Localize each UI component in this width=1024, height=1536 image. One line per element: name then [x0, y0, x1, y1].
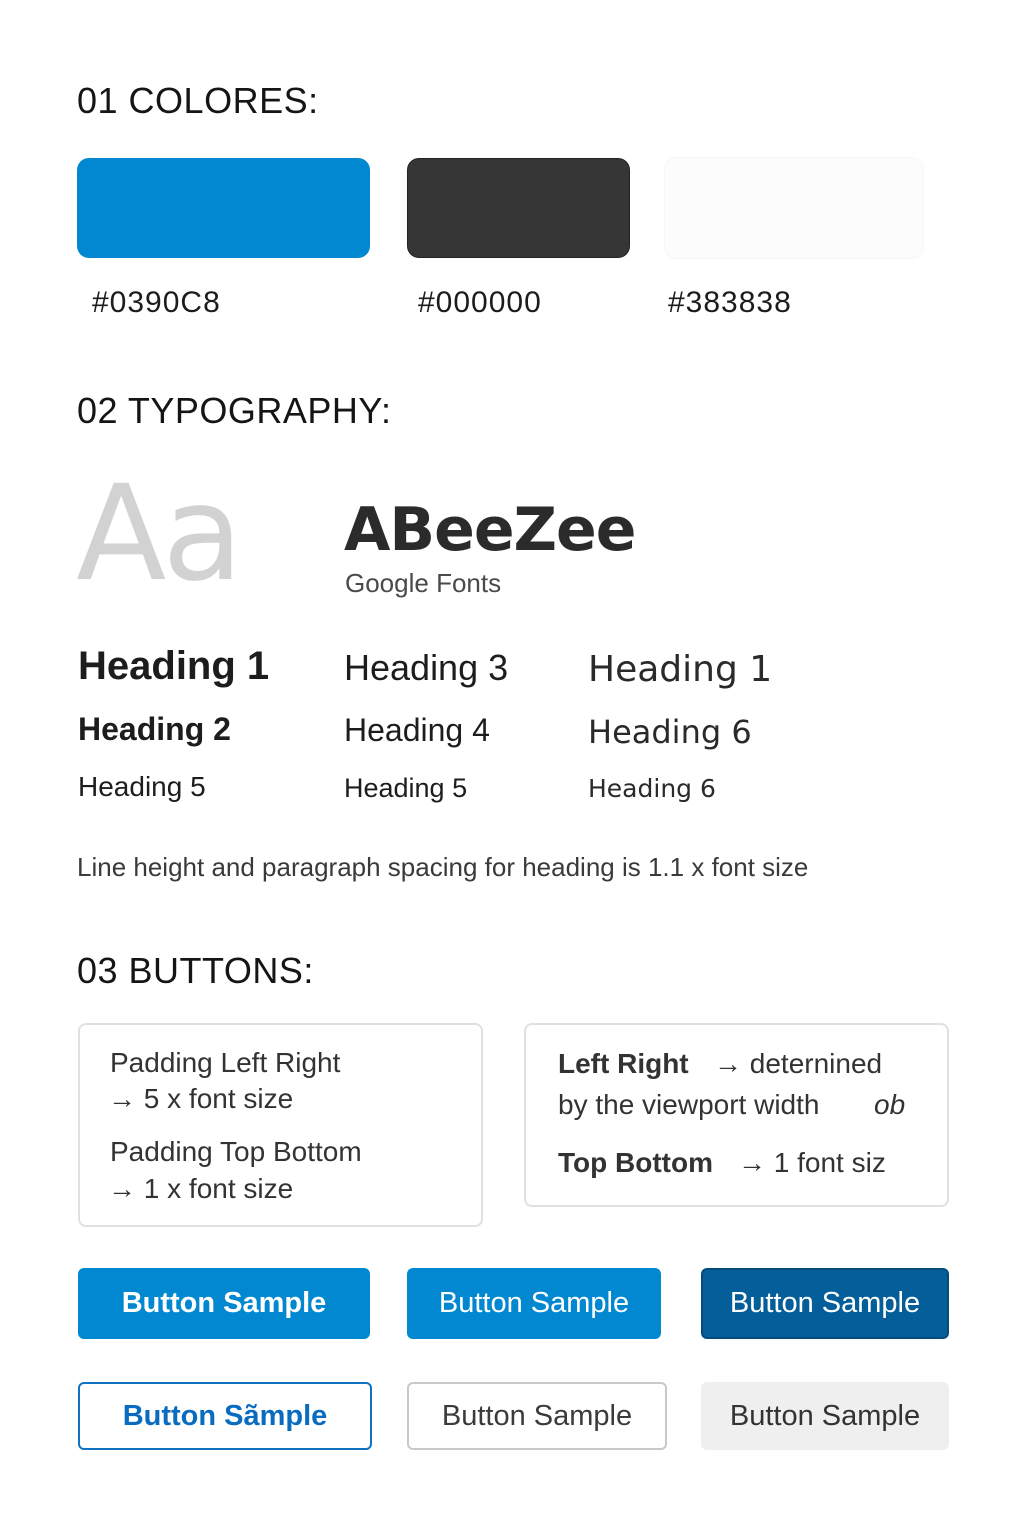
heading-sample-col2-row2: Heading 4 — [344, 712, 490, 748]
button-sample-primary-dark[interactable]: Button Sample — [701, 1268, 949, 1339]
typography-section-title: 02 TYPOGRAPHY: — [77, 390, 392, 431]
card-left-line-4: → 1 x font size — [108, 1173, 294, 1204]
card-right-line-3-value: → 1 font siz — [738, 1147, 886, 1178]
font-sample-glyph: Aa — [76, 457, 240, 611]
padding-spec-card-right — [524, 1023, 949, 1207]
heading-sample-col1-row3: Heading 5 — [78, 771, 206, 802]
button-sample-light[interactable]: Button Sample — [701, 1382, 949, 1450]
button-sample-outline[interactable]: Button Sãmple — [78, 1382, 372, 1450]
padding-spec-card-left — [78, 1023, 483, 1227]
card-left-line-1: Padding Left Right — [110, 1047, 341, 1078]
color-swatch-blue — [77, 158, 370, 258]
card-right-line-2-tail: ob — [874, 1089, 906, 1120]
card-right-line-1-value: → deternined — [714, 1048, 883, 1079]
colors-section-title: 01 COLORES: — [77, 80, 319, 121]
heading-sample-col3-row2: Heading 6 — [588, 713, 752, 751]
color-swatch-dark — [407, 158, 630, 258]
color-hex-dark: #000000 — [418, 286, 542, 319]
button-sample-primary[interactable]: Button Sample — [78, 1268, 370, 1339]
heading-sample-col3-row3: Heading 6 — [588, 774, 716, 803]
heading-sample-col2-row1: Heading 3 — [344, 647, 509, 688]
heading-sample-col1-row1: Heading 1 — [78, 644, 270, 688]
buttons-section-title: 03 BUTTONS: — [77, 950, 314, 991]
font-name: ABeeZee — [344, 495, 636, 565]
button-sample-ghost[interactable]: Button Sample — [407, 1382, 667, 1450]
heading-sample-col3-row1: Heading 1 — [588, 649, 773, 690]
color-hex-blue: #0390C8 — [92, 286, 221, 319]
card-left-line-3: Padding Top Bottom — [110, 1136, 362, 1167]
card-right-line-2: by the viewport width — [558, 1089, 820, 1120]
typography-note: Line height and paragraph spacing for heading is 1.1 x font size — [77, 852, 809, 882]
heading-sample-col1-row2: Heading 2 — [78, 711, 231, 747]
heading-sample-col2-row3: Heading 5 — [344, 773, 468, 803]
card-right-line-1-label: Left Right — [558, 1048, 689, 1079]
font-source: Google Fonts — [345, 568, 502, 598]
color-swatch-white — [665, 158, 923, 258]
button-sample-primary-regular[interactable]: Button Sample — [407, 1268, 661, 1339]
card-left-line-2: → 5 x font size — [108, 1083, 294, 1114]
card-right-line-3-label: Top Bottom — [558, 1147, 713, 1178]
color-hex-white: #383838 — [668, 286, 792, 319]
